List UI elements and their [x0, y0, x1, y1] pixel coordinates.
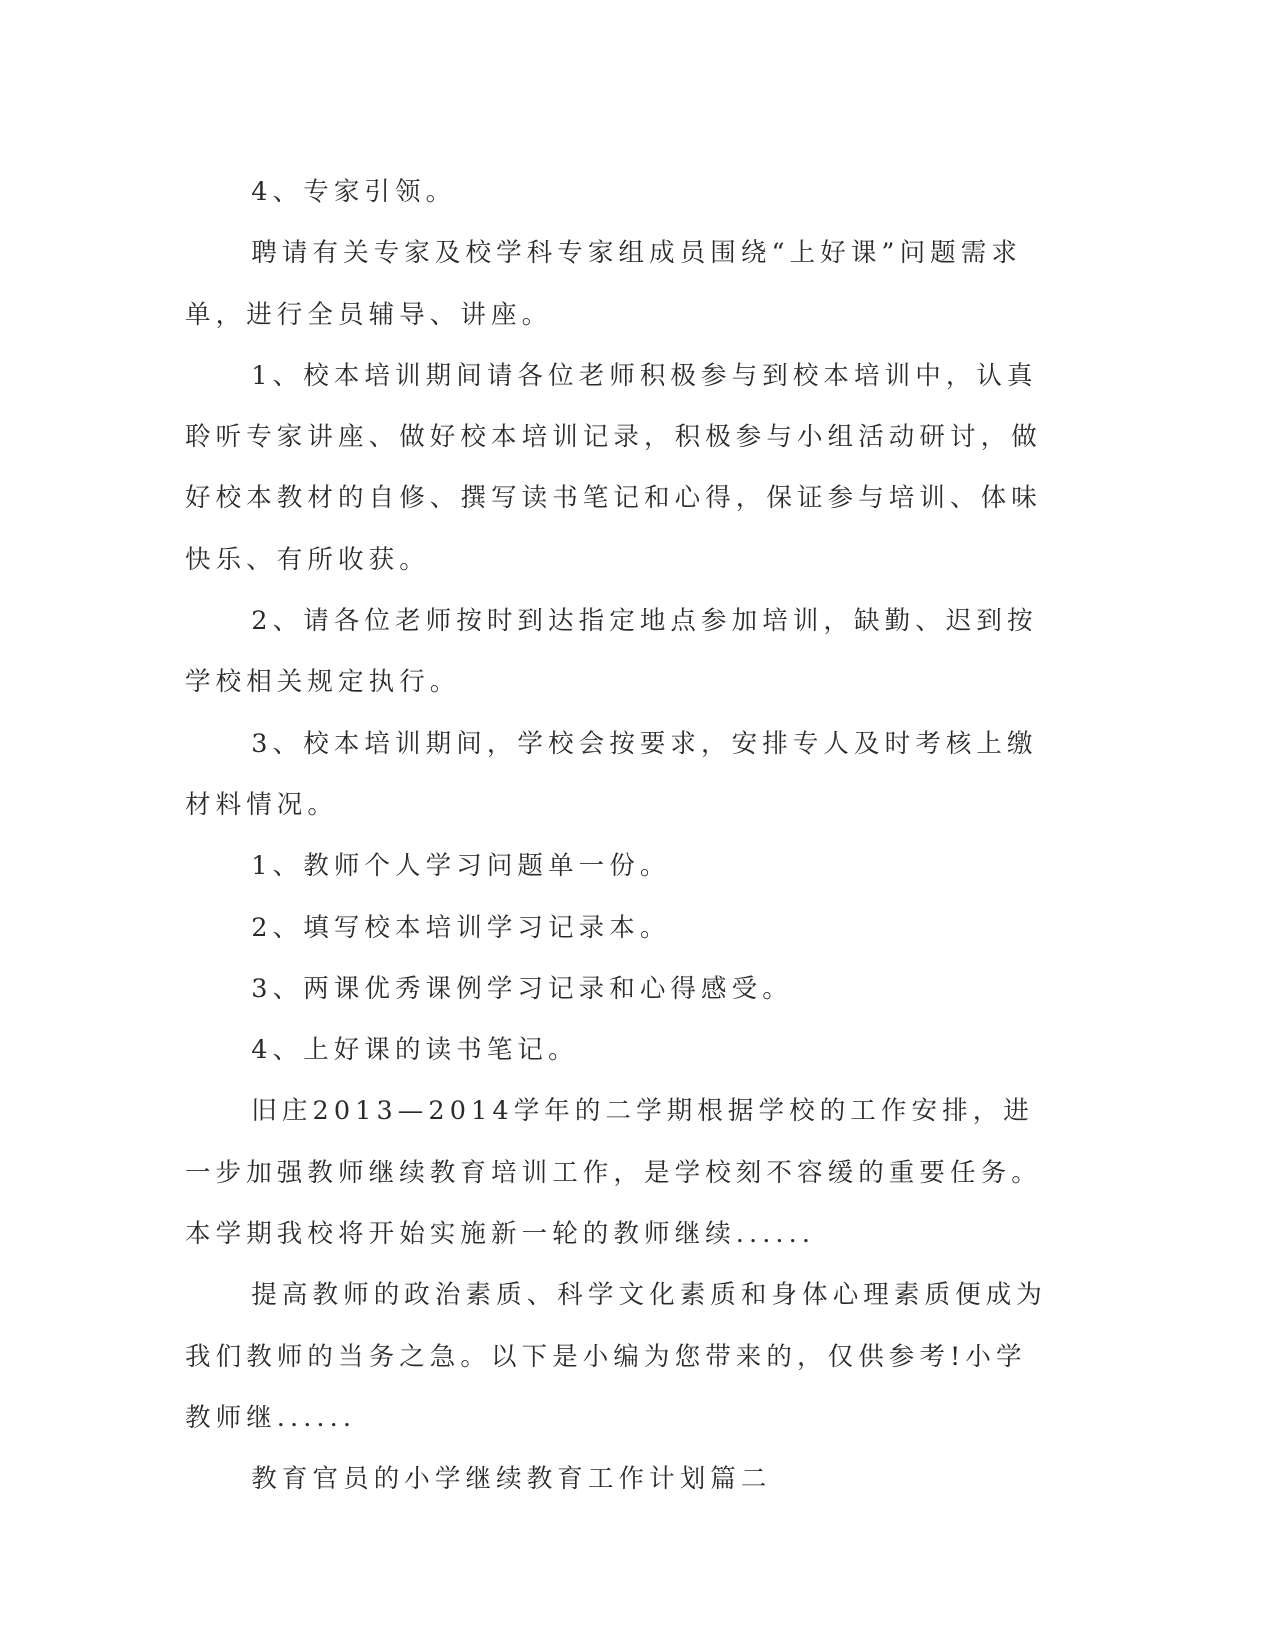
paragraph-excerpt-2: 提高教师的政治素质、科学文化素质和身体心理素质便成为我们教师的当务之急。以下是小编为您带来的，仅供参考!小学教师继...... [185, 1280, 1047, 1433]
paragraph-requirement-3: 3、校本培训期间，学校会按要求，安排专人及时考核上缴材料情况。 [185, 728, 1038, 820]
document-body [185, 162, 1051, 1511]
paragraph-material-1: 1、教师个人学习问题单一份。 [251, 851, 671, 882]
paragraph-material-3: 3、两课优秀课例学习记录和心得感受。 [251, 973, 793, 1004]
paragraph-expert-lectures: 聘请有关专家及校学科专家组成员围绕“上好课”问题需求单，进行全员辅导、讲座。 [185, 238, 1022, 330]
paragraph-excerpt-1: 旧庄2013—2014学年的二学期根据学校的工作安排，进一步加强教师继续教育培训工作，是学校刻不容缓的重要任务。本学期我校将开始实施新一轮的教师继续...... [185, 1096, 1042, 1250]
paragraph-requirement-2: 2、请各位老师按时到达指定地点参加培训，缺勤、迟到按学校相关规定执行。 [185, 606, 1038, 698]
paragraph-requirement-1: 1、校本培训期间请各位老师积极参与到校本培训中，认真聆听专家讲座、做好校本培训记录，积极参与小组活动研讨，做好校本教材的自修、撰写读书笔记和心得，保证参与培训、体味快乐、有所收获。 [185, 360, 1042, 575]
paragraph-material-4: 4、上好课的读书笔记。 [251, 1035, 579, 1066]
paragraph-material-2: 2、填写校本培训学习记录本。 [251, 912, 671, 943]
paragraph-expert-guidance-heading: 4、专家引领。 [251, 177, 457, 207]
paragraph-section-title: 教育官员的小学继续教育工作计划篇二 [251, 1464, 772, 1495]
